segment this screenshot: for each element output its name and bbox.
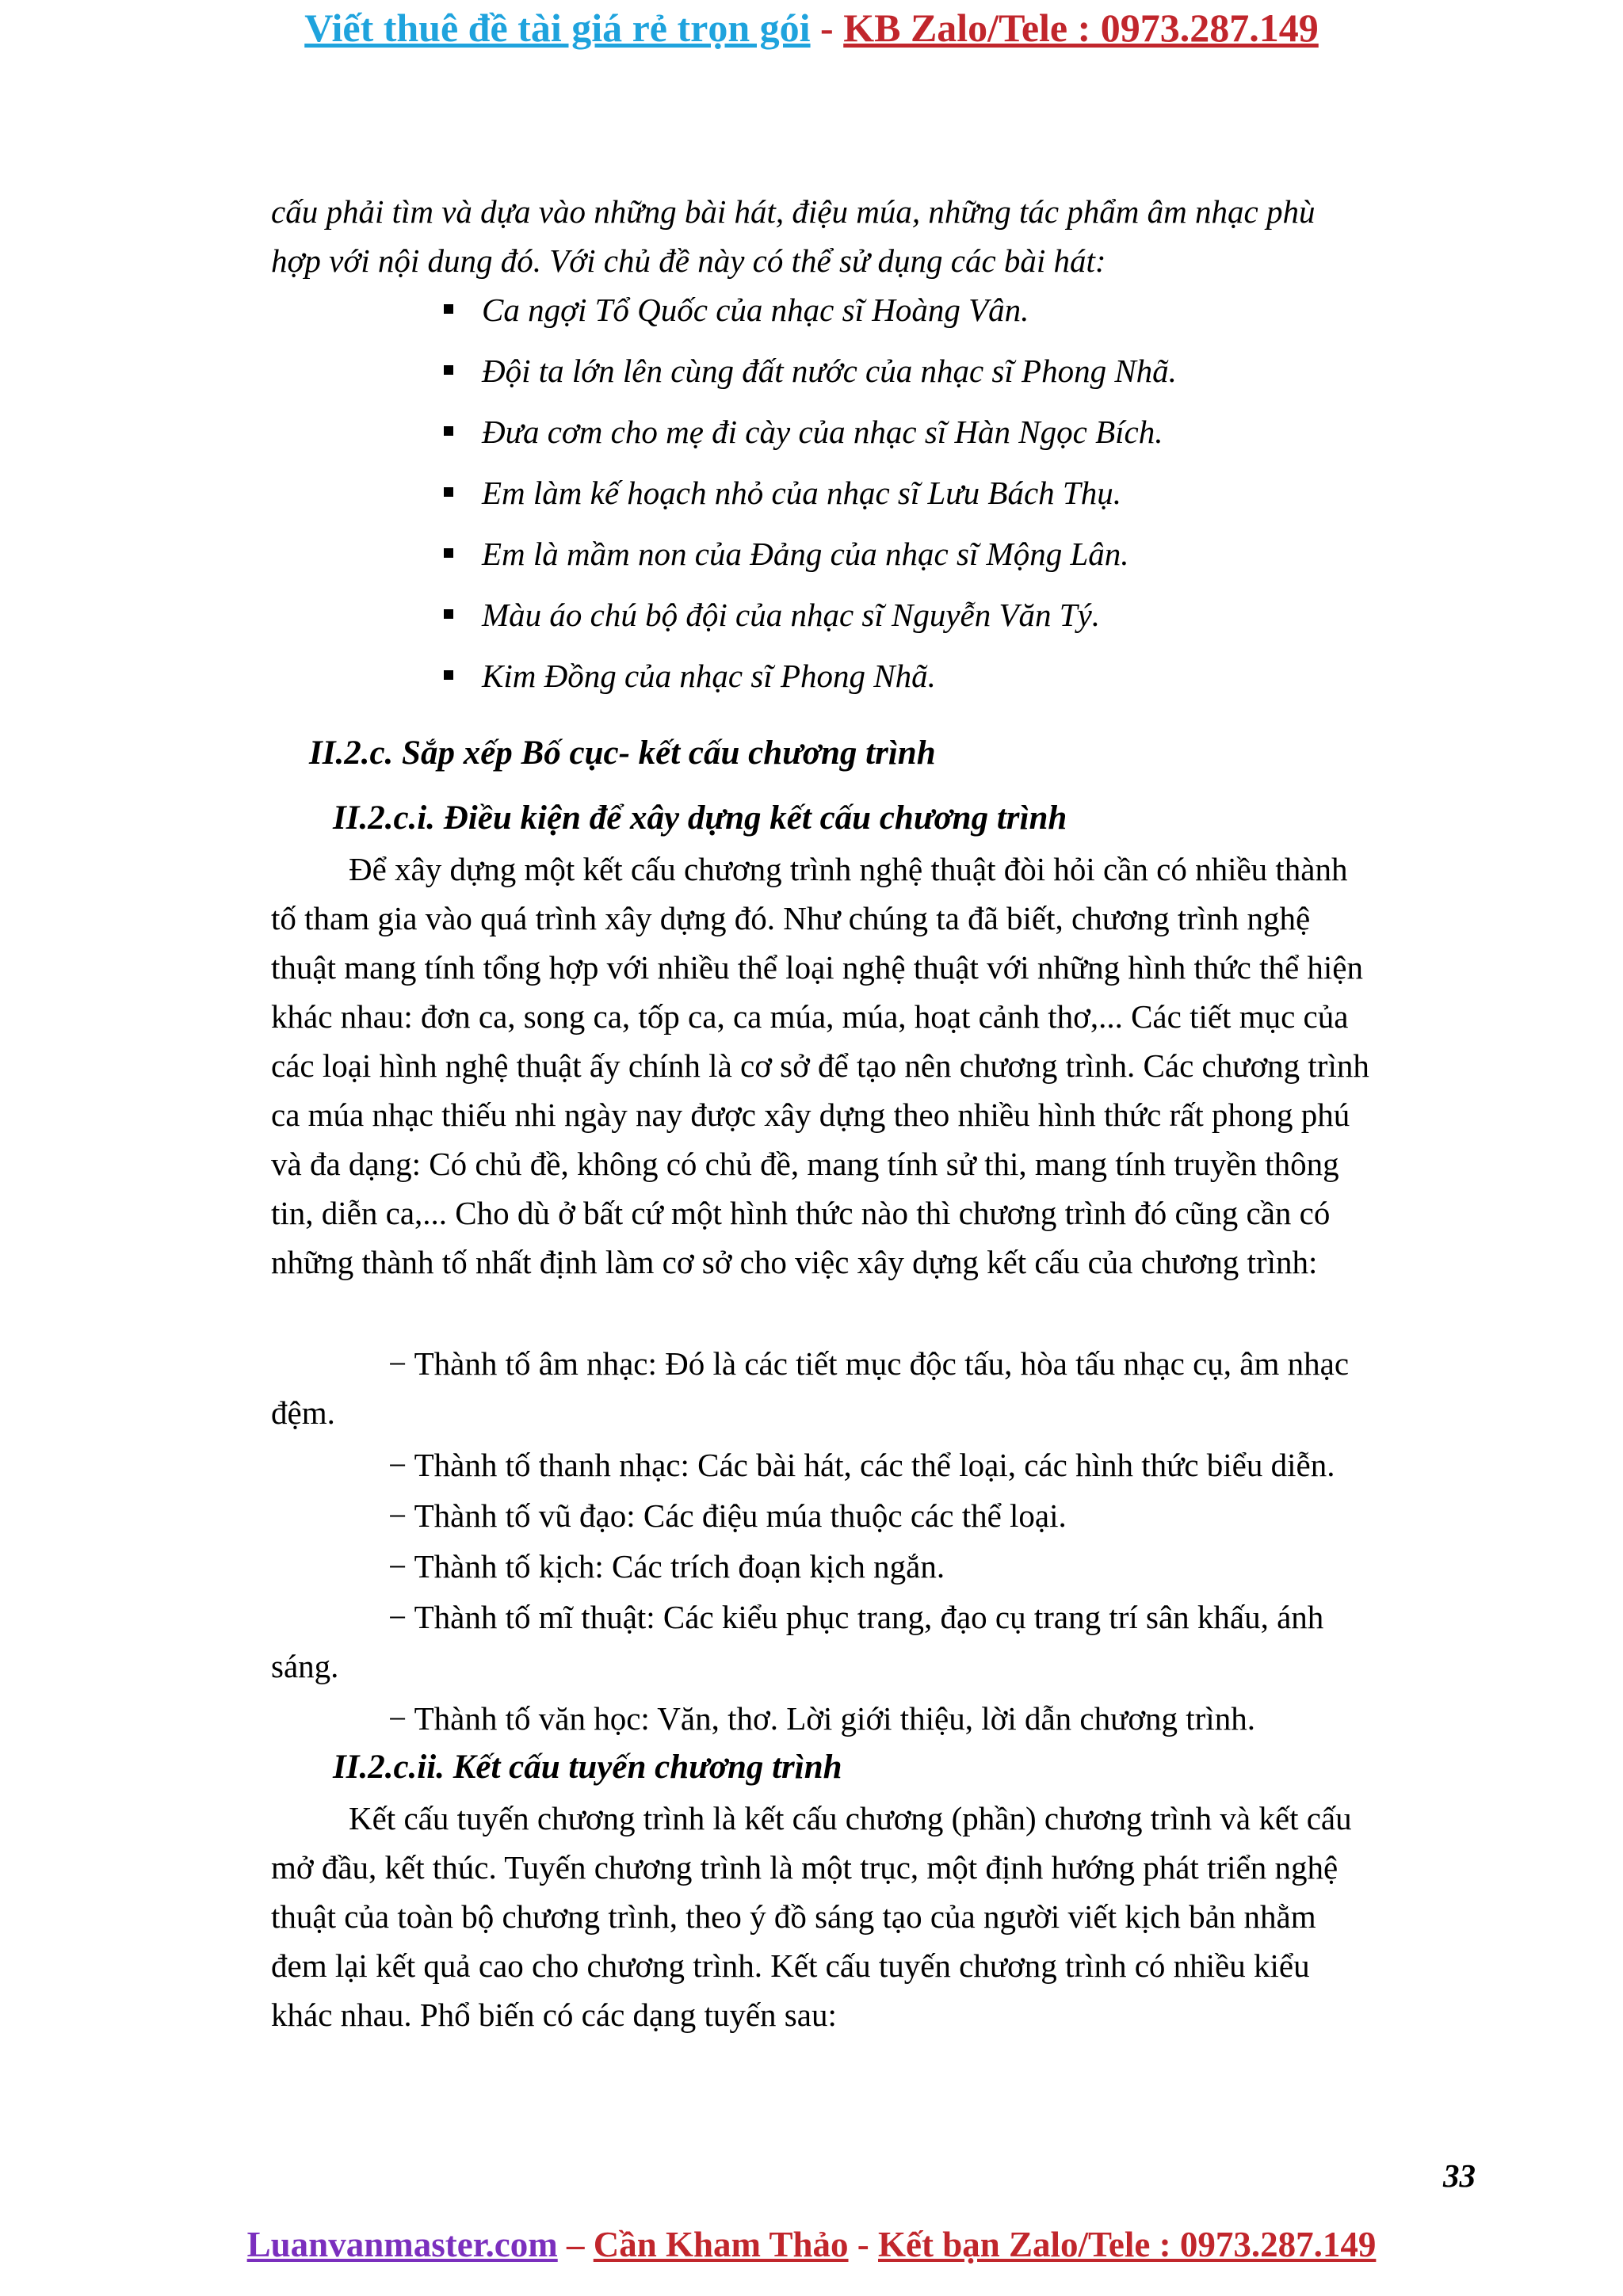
paragraph-line: tố tham gia vào quá trình xây dựng đó. Như chúng ta đã biết, chương trình nghệ	[271, 900, 1311, 936]
paragraph-line: ca múa nhạc thiếu nhi ngày nay được xây dựng theo nhiều hình thức rất phong phú	[271, 1097, 1350, 1133]
header-contact-link[interactable]: KB Zalo/Tele : 0973.287.149	[843, 6, 1319, 50]
footer-dash: -	[848, 2225, 879, 2264]
paragraph-line: tin, diễn ca,... Cho dù ở bất cứ một hình thức nào thì chương trình đó cũng cần có	[271, 1195, 1331, 1231]
header-separator: -	[810, 6, 844, 50]
song-title: Đưa cơm cho mẹ đi cày của nhạc sĩ Hàn Ngọc Bích.	[482, 414, 1163, 450]
element-item-literature: − Thành tố văn học: Văn, thơ. Lời giới thiệu, lời dẫn chương trình.	[388, 1700, 1255, 1737]
song-title: Kim Đồng của nhạc sĩ Phong Nhã.	[482, 658, 936, 694]
bullet-square-icon	[444, 426, 453, 436]
element-item-art: − Thành tố mĩ thuật: Các kiểu phục trang, đạo cụ trang trí sân khấu, ánh	[388, 1599, 1324, 1635]
element-item-vocal: − Thành tố thanh nhạc: Các bài hát, các thể loại, các hình thức biểu diễn.	[388, 1447, 1335, 1483]
paragraph-line: thuật mang tính tổng hợp với nhiều thể loại nghệ thuật với những hình thức thể hiện	[271, 949, 1364, 986]
subsection-heading-1: II.2.c.i. Điều kiện để xây dựng kết cấu chương trình	[333, 799, 1067, 837]
song-title: Màu áo chú bộ đội của nhạc sĩ Nguyễn Văn Tý.	[482, 597, 1101, 633]
footer-name-link[interactable]: Cần Kham Thảo	[593, 2225, 849, 2264]
page-header-banner	[0, 2, 1623, 54]
footer-site-link[interactable]: Luanvanmaster.com	[246, 2225, 558, 2264]
paragraph-line: khác nhau: đơn ca, song ca, tốp ca, ca múa, múa, hoạt cảnh thơ,... Các tiết mục của	[271, 998, 1349, 1035]
header-service-link[interactable]: Viết thuê đề tài giá rẻ trọn gói	[304, 6, 811, 50]
paragraph-line: những thành tố nhất định làm cơ sở cho việc xây dựng kết cấu của chương trình:	[271, 1244, 1318, 1280]
element-item-art-cont: sáng.	[271, 1648, 339, 1684]
intro-line-2: hợp với nội dung đó. Với chủ đề này có thể sử dụng các bài hát:	[271, 242, 1106, 279]
element-item-music: − Thành tố âm nhạc: Đó là các tiết mục độc tấu, hòa tấu nhạc cụ, âm nhạc	[388, 1345, 1350, 1382]
paragraph-line: Để xây dựng một kết cấu chương trình nghệ thuật đòi hỏi cần có nhiều thành	[349, 851, 1348, 887]
footer-contact-link[interactable]: Kết bạn Zalo/Tele : 0973.287.149	[878, 2225, 1377, 2264]
bullet-square-icon	[444, 365, 453, 375]
paragraph-line: thuật của toàn bộ chương trình, theo ý đồ sáng tạo của người viết kịch bản nhằm	[271, 1898, 1316, 1935]
paragraph-line: mở đầu, kết thúc. Tuyến chương trình là một trục, một định hướng phát triển nghệ	[271, 1849, 1338, 1886]
song-title: Em làm kế hoạch nhỏ của nhạc sĩ Lưu Bách Thụ.	[482, 475, 1121, 511]
element-item-drama: − Thành tố kịch: Các trích đoạn kịch ngắn.	[388, 1548, 945, 1585]
paragraph-line: các loại hình nghệ thuật ấy chính là cơ sở để tạo nên chương trình. Các chương trình	[271, 1047, 1369, 1084]
paragraph-line: đem lại kết quả cao cho chương trình. Kết cấu tuyến chương trình có nhiều kiểu	[271, 1947, 1310, 1984]
song-title: Ca ngợi Tổ Quốc của nhạc sĩ Hoàng Vân.	[482, 292, 1029, 328]
paragraph-line: và đa dạng: Có chủ đề, không có chủ đề, mang tính sử thi, mang tính truyền thông	[271, 1146, 1339, 1182]
page-number: 33	[1443, 2157, 1476, 2194]
subsection-heading-2: II.2.c.ii. Kết cấu tuyến chương trình	[333, 1749, 842, 1786]
bullet-square-icon	[444, 548, 453, 558]
footer-dash: –	[557, 2225, 594, 2264]
page-footer-banner	[0, 2220, 1623, 2269]
bullet-square-icon	[444, 609, 453, 619]
song-title: Em là mầm non của Đảng của nhạc sĩ Mộng Lân.	[482, 536, 1129, 572]
song-title: Đội ta lớn lên cùng đất nước của nhạc sĩ Phong Nhã.	[482, 353, 1177, 389]
section-heading: II.2.c. Sắp xếp Bố cục- kết cấu chương trình	[309, 734, 936, 772]
element-item-dance: − Thành tố vũ đạo: Các điệu múa thuộc các thể loại.	[388, 1497, 1067, 1534]
bullet-square-icon	[444, 670, 453, 680]
bullet-square-icon	[444, 487, 453, 497]
bullet-square-icon	[444, 304, 453, 314]
intro-line-1: cấu phải tìm và dựa vào những bài hát, điệu múa, những tác phẩm âm nhạc phù	[271, 193, 1316, 230]
paragraph-line: Kết cấu tuyến chương trình là kết cấu chương (phần) chương trình và kết cấu	[349, 1800, 1352, 1836]
element-item-music-cont: đệm.	[271, 1394, 335, 1431]
paragraph-line: khác nhau. Phổ biến có các dạng tuyến sau:	[271, 1997, 837, 2033]
